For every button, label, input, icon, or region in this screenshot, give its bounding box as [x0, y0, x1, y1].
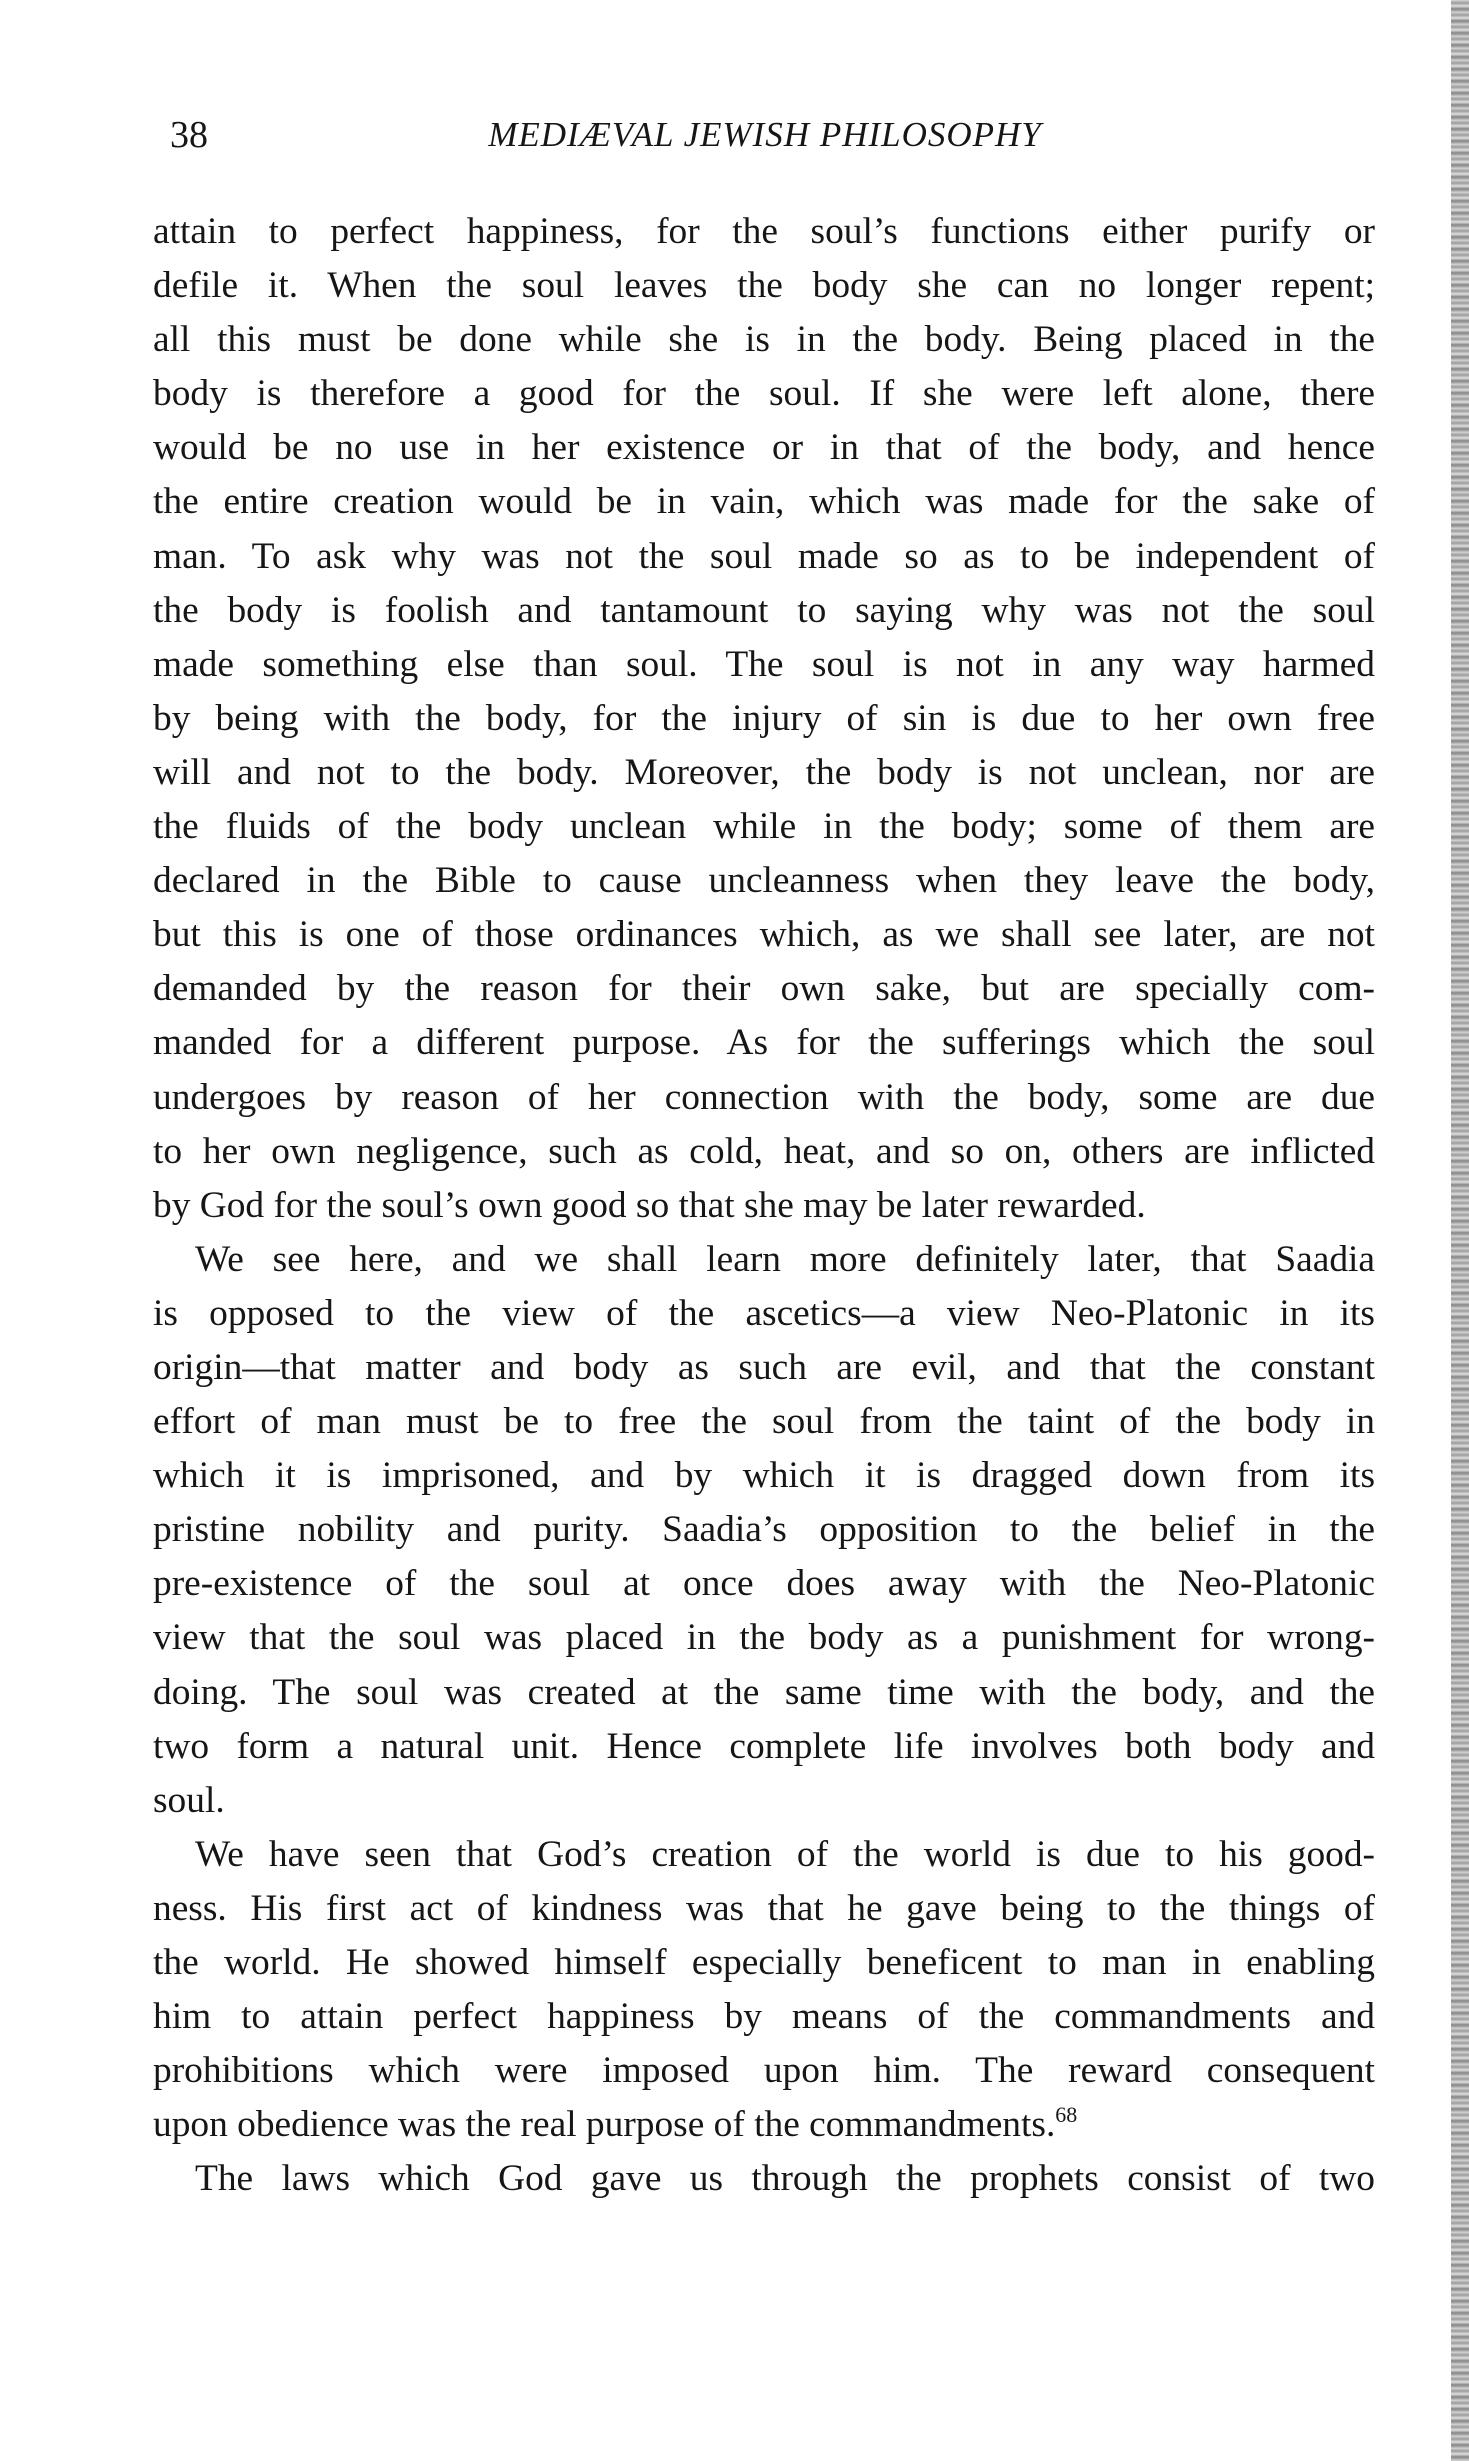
text-line: the body is foolish and tantamount to saying why was not the soul — [153, 589, 1375, 631]
paragraph-2 — [153, 1233, 1375, 1828]
text-line: manded for a different purpose. As for the sufferings which the soul — [153, 1022, 1375, 1064]
text-line: prohibitions which were imposed upon him. The reward consequent — [153, 2050, 1375, 2092]
text-line: pre-existence of the soul at once does away with the Neo-Platonic — [153, 1563, 1375, 1605]
text-line: but this is one of those ordinances which, as we shall see later, are not — [153, 914, 1375, 956]
text-line: is opposed to the view of the ascetics—a view Neo-Platonic in its — [153, 1292, 1375, 1334]
text-line: by being with the body, for the injury of sin is due to her own free — [153, 697, 1375, 739]
text-line: view that the soul was placed in the body as a punishment for wrong- — [153, 1617, 1375, 1659]
text-line: which it is imprisoned, and by which it is dragged down from its — [153, 1455, 1375, 1497]
text-line: him to attain perfect happiness by means of the commandments and — [153, 1996, 1375, 2038]
page-number: 38 — [170, 114, 208, 156]
text-line: undergoes by reason of her connection with the body, some are due — [153, 1076, 1375, 1118]
text-line: doing. The soul was created at the same time with the body, and the — [153, 1671, 1375, 1713]
text-line: made something else than soul. The soul is not in any way harmed — [153, 643, 1375, 685]
text-line: attain to perfect happiness, for the soul’s functions either purify or — [153, 211, 1375, 252]
text-line: body is therefore a good for the soul. If she were left alone, there — [153, 373, 1375, 415]
text-line: The laws which God gave us through the prophets consist of two — [195, 2158, 1375, 2200]
running-title: MEDIÆVAL JEWISH PHILOSOPHY — [488, 115, 1042, 154]
text-line: will and not to the body. Moreover, the body is not unclean, nor are — [153, 751, 1375, 793]
text-line: declared in the Bible to cause uncleanness when they leave the body, — [153, 860, 1375, 902]
text-line: defile it. When the soul leaves the body she can no longer repent; — [153, 265, 1375, 307]
text-line: the entire creation would be in vain, which was made for the sake of — [153, 481, 1375, 523]
body-text — [153, 205, 1375, 2206]
text-line: We have seen that God’s creation of the world is due to his good- — [195, 1833, 1375, 1875]
text-line: pristine nobility and purity. Saadia’s opposition to the belief in the — [153, 1509, 1375, 1551]
paragraph-1 — [153, 205, 1375, 1233]
text-line: origin—that matter and body as such are evil, and that the constant — [153, 1346, 1375, 1388]
text-line: all this must be done while she is in the body. Being placed in the — [153, 319, 1375, 361]
text-line: the world. He showed himself especially beneficent to man in enabling — [153, 1942, 1375, 1983]
text-line: by God for the soul’s own good so that she may be later rewarded. — [153, 1184, 1146, 1226]
text-line: man. To ask why was not the soul made so as to be independent of — [153, 535, 1375, 577]
text-line: would be no use in her existence or in that of the body, and hence — [153, 427, 1375, 469]
text-line: We see here, and we shall learn more definitely later, that Saadia — [195, 1238, 1375, 1280]
text-line-with-footnote — [153, 2098, 1375, 2152]
text-line: the fluids of the body unclean while in the body; some of them are — [153, 806, 1375, 848]
paragraph-4 — [153, 2152, 1375, 2206]
paragraph-3 — [153, 1828, 1375, 2153]
text-line: upon obedience was the real purpose of the commandments. — [153, 2104, 1056, 2146]
text-line: two form a natural unit. Hence complete life involves both body and — [153, 1725, 1375, 1767]
text-line: to her own negligence, such as cold, heat, and so on, others are inflicted — [153, 1130, 1375, 1172]
text-line: soul. — [153, 1779, 225, 1821]
footnote-reference[interactable]: 68 — [1055, 2102, 1078, 2128]
page-edge-shadow — [1451, 0, 1469, 2461]
text-line: ness. His first act of kindness was that he gave being to the things of — [153, 1887, 1375, 1929]
text-line: effort of man must be to free the soul from the taint of the body in — [153, 1401, 1375, 1443]
text-line: demanded by the reason for their own sake, but are specially com- — [153, 968, 1375, 1010]
